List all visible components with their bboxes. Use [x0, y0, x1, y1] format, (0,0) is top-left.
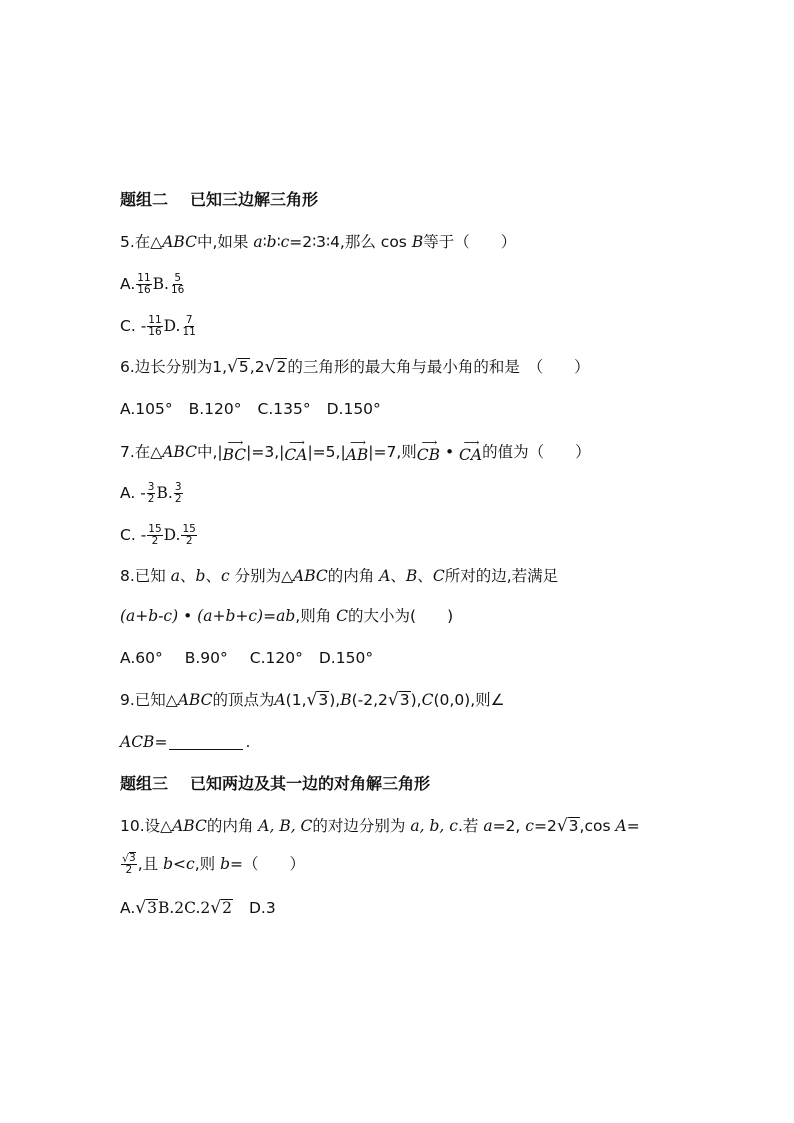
text: b: [163, 855, 174, 873]
text: -: [140, 526, 147, 544]
text: =（ ）: [230, 855, 306, 873]
text: 6.边长分别为1,: [120, 358, 228, 376]
text: 3: [174, 480, 182, 493]
text: 7: [185, 313, 193, 326]
vector: ⟶ CA: [459, 436, 483, 464]
fraction: [181, 524, 196, 547]
text: 的三角形的最大角与最小角的和是 （ ）: [287, 358, 590, 376]
text: 15: [182, 522, 196, 535]
text: BC: [222, 446, 247, 464]
text: 7.在△: [120, 442, 163, 461]
text: (0,0),则∠: [433, 691, 505, 709]
text: a: [170, 567, 180, 585]
text: A: [379, 567, 391, 585]
text: B: [411, 233, 424, 251]
text: <: [173, 855, 187, 873]
sqrt: √ 5: [227, 357, 249, 377]
group2-heading: [120, 188, 318, 212]
text: D.: [163, 526, 181, 544]
text: 中,如果: [196, 233, 249, 251]
text: C.: [120, 317, 136, 335]
text: 、: [390, 567, 406, 585]
fraction: [181, 315, 196, 338]
question-5-options-ab: [120, 272, 186, 296]
sqrt: √ 3: [135, 898, 157, 918]
text: ABC: [162, 233, 197, 251]
text: =: [626, 817, 640, 835]
text: B.2: [157, 899, 185, 917]
text: 的内角: [206, 817, 254, 835]
text: b: [220, 855, 231, 873]
text: B.: [156, 484, 173, 502]
text: A.: [120, 275, 136, 293]
text: B.120°: [188, 400, 242, 418]
answer-blank[interactable]: [169, 735, 243, 750]
text: A: [615, 817, 627, 835]
group3-heading: [120, 772, 430, 796]
sqrt: √ 2: [264, 357, 287, 377]
text: C.2: [184, 899, 211, 917]
text: 的值为（ ）: [482, 442, 591, 461]
text: 3: [147, 899, 157, 917]
text: A.: [120, 899, 136, 917]
question-10-options: [120, 896, 276, 920]
text: 3: [147, 480, 155, 493]
vector: ⟶ CA: [284, 436, 308, 464]
text: a: [483, 817, 493, 835]
fraction: [147, 524, 162, 547]
question-8-stem-line2: [120, 604, 453, 628]
text: AB: [345, 446, 369, 464]
text: C: [336, 607, 349, 625]
text: 3: [318, 691, 329, 709]
text: a: [253, 233, 263, 251]
text: 所对的边,若满足: [444, 567, 559, 585]
text: =: [154, 733, 168, 751]
text: .: [245, 733, 251, 751]
text: 的对边分别为: [312, 817, 406, 835]
text: B: [340, 691, 352, 709]
vector: ⟶ AB: [345, 436, 369, 464]
fraction: [147, 482, 156, 505]
text: B.90°: [184, 649, 228, 667]
text: c: [280, 233, 290, 251]
question-8-options: [120, 646, 373, 670]
text: 15: [148, 522, 162, 535]
question-5-stem: [120, 230, 516, 254]
text: ABC: [172, 817, 207, 835]
text: A.60°: [120, 649, 163, 667]
text: ,且: [137, 855, 159, 873]
text: b: [266, 233, 277, 251]
text: 中,|: [196, 442, 223, 461]
text: C: [432, 567, 445, 585]
text: ,2: [249, 358, 265, 376]
text: ab: [276, 607, 296, 625]
text: 3: [568, 817, 579, 835]
text: •: [178, 607, 198, 625]
text: ,则: [194, 855, 216, 873]
text: 5: [238, 358, 249, 376]
text: C: [421, 691, 434, 709]
text: =2: [533, 817, 557, 835]
text: -: [140, 484, 146, 502]
vector: ⟶ BC: [222, 436, 247, 464]
group2-heading-title: 已知三边解三角形: [190, 190, 319, 209]
text: A.105°: [120, 400, 173, 418]
text: 3: [399, 691, 410, 709]
fraction: [136, 273, 151, 296]
text: 2: [185, 534, 193, 547]
question-7-stem: [120, 436, 591, 464]
sqrt: √ 3: [556, 816, 579, 836]
text: 、: [205, 567, 221, 585]
text: =2∶3∶4,那么 cos: [289, 233, 407, 251]
text: ABC: [177, 691, 213, 709]
text: c: [525, 817, 534, 835]
text: D.150°: [318, 649, 374, 667]
text: 16: [137, 283, 151, 296]
text: |=7,则: [368, 442, 417, 461]
text: 11: [148, 313, 162, 326]
text: C.135°: [257, 400, 311, 418]
text: 5.在△: [120, 233, 163, 251]
text: 16: [148, 325, 162, 338]
text: B: [405, 567, 418, 585]
text: b: [195, 567, 206, 585]
question-7-options-ab: [120, 481, 184, 505]
text: 2: [174, 492, 182, 505]
question-7-options-cd: [120, 523, 198, 547]
question-6-options: [120, 397, 381, 421]
question-9-stem: [120, 688, 505, 712]
text: (a+b+c): [197, 607, 264, 625]
group3-heading-title: 已知两边及其一边的对角解三角形: [190, 774, 431, 793]
text: (a+b-c): [120, 607, 179, 625]
text: 11: [182, 325, 196, 338]
text: 、: [179, 567, 196, 585]
text: 等于（ ）: [423, 233, 517, 251]
text: 、: [417, 567, 433, 585]
text: D.: [163, 317, 181, 335]
text: D.150°: [326, 400, 381, 418]
question-6-stem: [120, 355, 590, 379]
sqrt: √ 3: [387, 690, 410, 710]
text: CA: [284, 446, 308, 464]
text: 5: [174, 271, 181, 284]
fraction: [147, 315, 162, 338]
text: ∶: [262, 233, 267, 251]
fraction: [174, 482, 183, 505]
text: CB: [416, 446, 441, 464]
text: 2: [147, 492, 155, 505]
text: 2: [222, 899, 232, 917]
text: 9.已知△: [120, 691, 178, 709]
sqrt: √ 2: [210, 898, 232, 918]
text: 3: [129, 852, 136, 864]
text: CA: [459, 446, 483, 464]
text: ACB: [120, 733, 155, 751]
fraction: [170, 273, 185, 296]
group2-heading-label: 题组二: [120, 190, 169, 209]
text: 的内角: [327, 567, 375, 585]
text: A.: [120, 484, 136, 502]
text: 10.设△: [120, 817, 173, 835]
text: 的顶点为: [212, 691, 275, 709]
text: 16: [170, 283, 185, 296]
question-10-stem: [120, 814, 640, 838]
text: ,cos: [579, 817, 611, 835]
text: 2: [125, 864, 133, 876]
text: |=5,|: [307, 442, 346, 461]
text: 的大小为( ): [348, 607, 454, 625]
question-9-stem-line2: [120, 730, 250, 754]
text: -: [140, 317, 147, 335]
text: |=3,|: [246, 442, 285, 461]
text: (1,: [285, 691, 307, 709]
text: B.: [152, 275, 169, 293]
text: =2,: [492, 817, 521, 835]
question-10-stem-line2: [120, 852, 305, 876]
text: ),: [410, 691, 422, 709]
text: .若: [457, 817, 479, 835]
text: =: [263, 607, 277, 625]
text: 分别为△: [234, 567, 293, 585]
text: •: [440, 442, 460, 461]
text: ∶: [276, 233, 281, 251]
text: D.3: [249, 899, 276, 917]
question-8-stem: [120, 564, 558, 588]
text: 2: [276, 358, 287, 376]
vector: ⟶ CB: [416, 436, 441, 464]
text: A: [274, 691, 286, 709]
text: c: [186, 855, 195, 873]
text: C.: [120, 526, 136, 544]
group3-heading-label: 题组三: [120, 774, 169, 793]
fraction: √ 3 2: [122, 852, 136, 876]
text: C.120°: [249, 649, 303, 667]
text: a, b, c: [410, 817, 458, 835]
text: ),: [329, 691, 341, 709]
text: A, B, C: [258, 817, 313, 835]
text: c: [220, 567, 230, 585]
text: 2: [151, 534, 159, 547]
text: 11: [137, 271, 151, 284]
text: ABC: [162, 442, 197, 461]
text: (-2,2: [351, 691, 388, 709]
text: ABC: [293, 567, 328, 585]
sqrt: √ 3: [306, 690, 329, 710]
text: 8.已知: [120, 567, 166, 585]
question-5-options-cd: [120, 314, 198, 338]
text: ,则角: [295, 607, 332, 625]
